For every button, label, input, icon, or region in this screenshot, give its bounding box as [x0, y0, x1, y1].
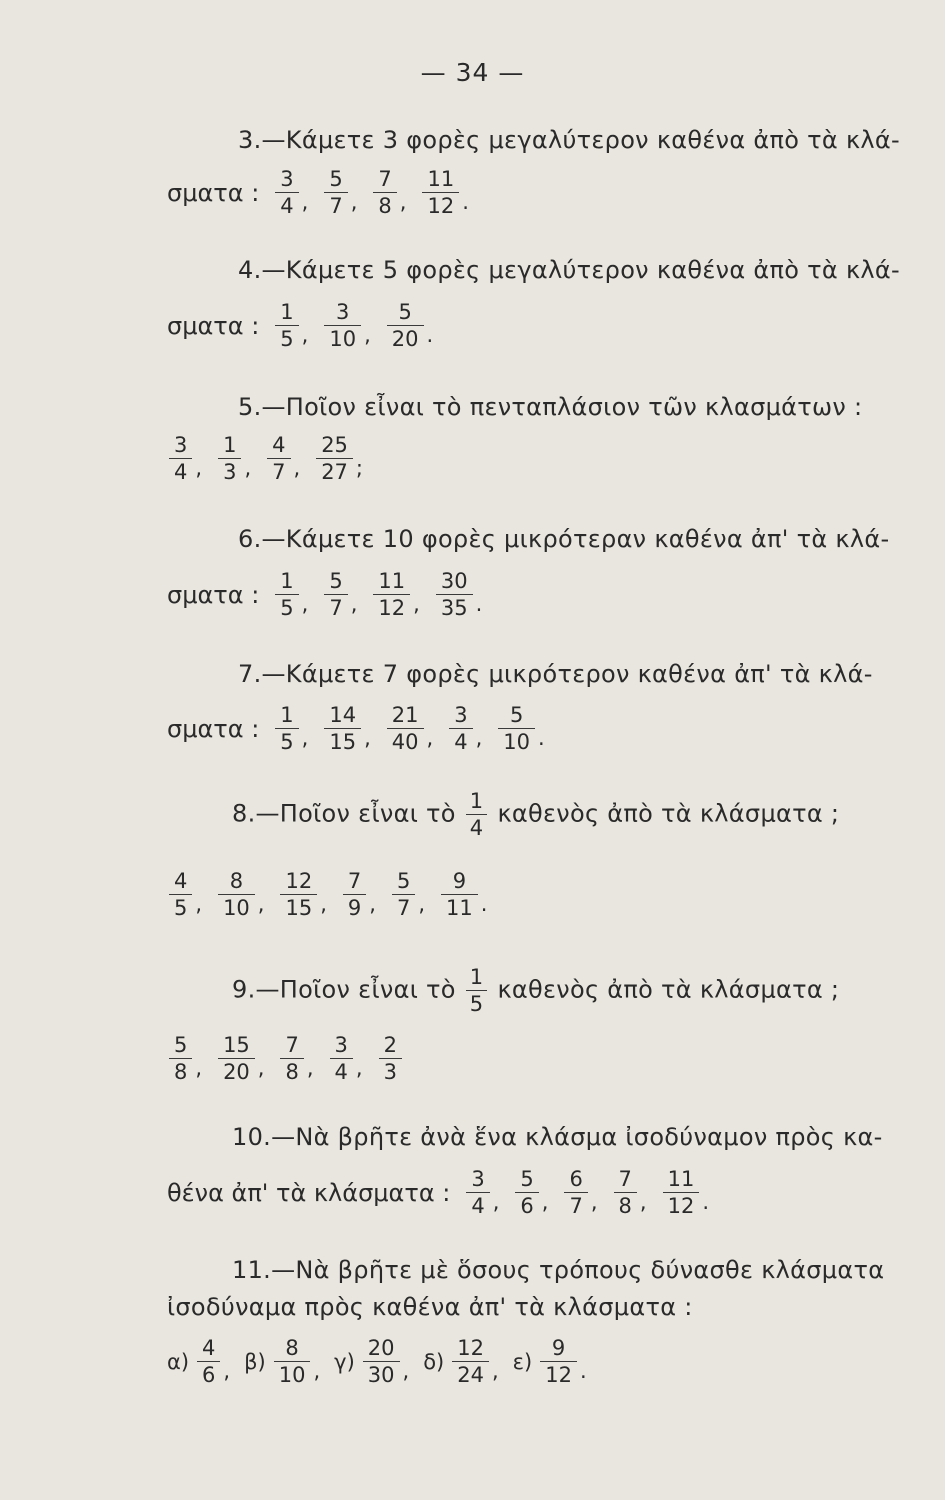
fraction	[387, 301, 424, 350]
numerator: 1	[280, 569, 294, 593]
separator: ,	[639, 1189, 647, 1214]
fraction	[540, 1337, 577, 1386]
denominator: 30	[363, 1361, 400, 1386]
denominator: 7	[324, 594, 347, 619]
fraction	[343, 870, 366, 919]
fraction	[373, 168, 396, 217]
exercise-5-fractions	[167, 434, 377, 483]
fraction	[324, 570, 347, 619]
numerator: 14	[329, 703, 357, 727]
fraction	[218, 870, 255, 919]
numerator: 8	[285, 1336, 299, 1360]
exercise-6-fractions	[167, 570, 496, 619]
numerator: 4	[202, 1336, 216, 1360]
separator: .	[426, 322, 434, 347]
denominator: 5	[466, 990, 488, 1015]
denominator: 40	[387, 728, 424, 753]
separator: .	[702, 1189, 710, 1214]
separator: ,	[313, 1358, 321, 1383]
numerator: 1	[280, 300, 294, 324]
question-suffix: καθενὸς ἀπὸ τὰ κλάσματα ;	[497, 799, 840, 828]
numerator: 1	[280, 703, 294, 727]
separator: ,	[402, 1358, 410, 1383]
page-number: — 34 —	[420, 58, 525, 87]
numerator: 5	[329, 569, 343, 593]
fraction	[379, 1034, 402, 1083]
separator: ,	[492, 1189, 500, 1214]
denominator: 35	[436, 594, 473, 619]
separator: ,	[364, 725, 371, 750]
numerator: 5	[174, 1033, 188, 1057]
numerator: 3	[471, 1167, 485, 1191]
fraction	[218, 434, 241, 483]
fraction	[324, 168, 347, 217]
exercise-4-fractions	[167, 301, 447, 350]
fraction	[392, 870, 415, 919]
exercise-11-text-line2: ἰσοδύναμα πρὸς καθένα ἀπ' τὰ κλάσματα :	[167, 1293, 693, 1321]
denominator: 6	[515, 1192, 538, 1217]
separator: ,	[418, 891, 426, 916]
numerator: 12	[457, 1336, 484, 1360]
exercise-7-text: 7.—Κάμετε 7 φορὲς μικρότερον καθένα ἀπ' τὰ κλά-	[238, 660, 873, 688]
exercise-10-fractions	[167, 1168, 723, 1217]
question-prefix: 8.—Ποῖον εἶναι τὸ	[232, 799, 456, 828]
denominator: 4	[330, 1058, 353, 1083]
separator: ,	[257, 891, 265, 916]
separator: ,	[350, 189, 358, 214]
numerator: 1	[469, 789, 484, 813]
denominator: 20	[218, 1058, 255, 1083]
separator: ,	[306, 1055, 314, 1080]
row-label: σματα :	[167, 311, 260, 340]
exercise-8-text	[232, 790, 839, 839]
denominator: 12	[540, 1361, 577, 1386]
numerator: 9	[551, 1336, 566, 1360]
denominator: 3	[218, 458, 241, 483]
row-label: σματα :	[167, 580, 260, 609]
numerator: 6	[569, 1167, 583, 1191]
exercise-11-options	[167, 1337, 601, 1386]
separator: ,	[369, 891, 376, 916]
option-label: ε)	[512, 1349, 533, 1374]
exercise-11-text-line1: 11.—Νὰ βρῆτε μὲ ὅσους τρόπους δύνασθε κλάσματα	[232, 1256, 885, 1284]
numerator: 1	[469, 965, 484, 989]
fraction	[614, 1168, 637, 1217]
fraction	[218, 1034, 255, 1083]
denominator: 6	[197, 1361, 220, 1386]
denominator: 3	[379, 1058, 402, 1083]
exercise-10-text: 10.—Νὰ βρῆτε ἀνὰ ἕνα κλάσμα ἰσοδύναμον πρὸς κα-	[232, 1123, 883, 1151]
row-label: σματα :	[167, 714, 260, 743]
fraction	[275, 570, 298, 619]
numerator: 30	[440, 569, 468, 593]
numerator: 7	[347, 869, 362, 893]
exercise-6-text: 6.—Κάμετε 10 φορὲς μικρότεραν καθένα ἀπ' τὰ κλά-	[238, 525, 890, 553]
numerator: 2	[383, 1033, 397, 1057]
separator: ,	[293, 455, 301, 480]
option-label: δ)	[423, 1349, 445, 1374]
separator: ,	[355, 1055, 363, 1080]
separator: ,	[364, 322, 371, 347]
numerator: 7	[285, 1033, 299, 1057]
fraction	[387, 704, 424, 753]
denominator: 4	[169, 458, 192, 483]
denominator: 5	[275, 594, 298, 619]
numerator: 8	[229, 869, 244, 893]
fraction	[280, 870, 317, 919]
exercise-9-text	[232, 966, 839, 1015]
numerator: 11	[667, 1167, 695, 1191]
denominator: 27	[316, 458, 353, 483]
row-label: σματα :	[167, 178, 260, 207]
denominator: 24	[452, 1361, 489, 1386]
denominator: 20	[387, 325, 424, 350]
numerator: 20	[367, 1336, 395, 1360]
numerator: 11	[427, 167, 455, 191]
fraction	[275, 168, 298, 217]
denominator: 15	[280, 894, 317, 919]
numerator: 11	[378, 569, 406, 593]
numerator: 9	[452, 869, 467, 893]
separator: ,	[320, 891, 327, 916]
fraction	[422, 168, 459, 217]
numerator: 5	[398, 300, 412, 324]
denominator: 4	[466, 814, 488, 839]
denominator: 10	[324, 325, 361, 350]
denominator: 8	[169, 1058, 192, 1083]
fraction	[363, 1337, 400, 1386]
numerator: 3	[334, 1033, 348, 1057]
separator: ,	[195, 1055, 203, 1080]
denominator: 4	[466, 1192, 489, 1217]
numerator: 7	[378, 167, 392, 191]
separator: .	[538, 725, 545, 750]
exercise-9-fractions	[167, 1034, 419, 1083]
numerator: 5	[520, 1167, 534, 1191]
fraction	[324, 704, 361, 753]
separator: ,	[301, 591, 309, 616]
fraction	[441, 870, 478, 919]
denominator: 7	[324, 192, 347, 217]
numerator: 12	[285, 869, 313, 893]
denominator: 10	[498, 728, 535, 753]
fraction	[330, 1034, 353, 1083]
fraction	[316, 434, 353, 483]
fraction	[498, 704, 535, 753]
denominator: 5	[275, 325, 298, 350]
denominator: 7	[392, 894, 415, 919]
option-label: β)	[244, 1349, 266, 1374]
exercise-4-text: 4.—Κάμετε 5 φορὲς μεγαλύτερον καθένα ἀπὸ τὰ κλά-	[238, 256, 901, 284]
inline-fraction	[466, 790, 488, 839]
denominator: 12	[373, 594, 410, 619]
denominator: 10	[218, 894, 255, 919]
fraction	[564, 1168, 587, 1217]
separator: .	[480, 891, 488, 916]
fraction	[169, 870, 192, 919]
denominator: 9	[343, 894, 366, 919]
row-label: θένα ἀπ' τὰ κλάσματα :	[167, 1178, 451, 1207]
separator: ,	[195, 455, 203, 480]
fraction	[280, 1034, 303, 1083]
separator: ,	[541, 1189, 549, 1214]
fraction	[169, 1034, 192, 1083]
fraction	[663, 1168, 700, 1217]
numerator: 3	[174, 433, 188, 457]
numerator: 3	[454, 703, 468, 727]
separator: ,	[475, 725, 483, 750]
exercise-3-fractions	[167, 168, 483, 217]
numerator: 21	[391, 703, 419, 727]
numerator: 4	[272, 433, 286, 457]
exercise-3-text: 3.—Κάμετε 3 φορὲς μεγαλύτερον καθένα ἀπὸ τὰ κλά-	[238, 126, 901, 154]
separator: ,	[350, 591, 358, 616]
question-prefix: 9.—Ποῖον εἶναι τὸ	[232, 975, 456, 1004]
denominator: 4	[275, 192, 298, 217]
numerator: 3	[280, 167, 294, 191]
numerator: 1	[223, 433, 237, 457]
fraction	[267, 434, 290, 483]
separator: ,	[491, 1358, 499, 1383]
numerator: 4	[174, 869, 188, 893]
option-label: α)	[167, 1349, 190, 1374]
fraction	[373, 570, 410, 619]
numerator: 25	[321, 433, 348, 457]
separator: ,	[223, 1358, 231, 1383]
numerator: 5	[396, 869, 411, 893]
fraction	[169, 434, 192, 483]
fraction	[197, 1337, 220, 1386]
numerator: 15	[223, 1033, 250, 1057]
denominator: 4	[449, 728, 472, 753]
fraction	[436, 570, 473, 619]
denominator: 15	[324, 728, 361, 753]
denominator: 8	[280, 1058, 303, 1083]
denominator: 7	[267, 458, 290, 483]
separator: ,	[301, 725, 309, 750]
fraction	[275, 704, 298, 753]
denominator: 11	[441, 894, 478, 919]
denominator: 7	[564, 1192, 587, 1217]
denominator: 12	[422, 192, 459, 217]
denominator: 8	[373, 192, 396, 217]
separator: .	[579, 1358, 587, 1383]
denominator: 12	[663, 1192, 700, 1217]
separator: .	[475, 591, 483, 616]
separator: ,	[244, 455, 252, 480]
numerator: 3	[336, 300, 350, 324]
exercise-8-fractions	[167, 870, 501, 919]
fraction	[274, 1337, 311, 1386]
separator: ,	[301, 322, 309, 347]
separator: ,	[399, 189, 407, 214]
denominator: 5	[275, 728, 298, 753]
numerator: 5	[329, 167, 343, 191]
numerator: 5	[509, 703, 524, 727]
denominator: 8	[614, 1192, 637, 1217]
separator: ,	[426, 725, 434, 750]
separator: ,	[257, 1055, 265, 1080]
question-suffix: καθενὸς ἀπὸ τὰ κλάσματα ;	[497, 975, 840, 1004]
separator: ,	[195, 891, 203, 916]
separator: ,	[413, 591, 420, 616]
fraction	[466, 1168, 489, 1217]
separator: ,	[590, 1189, 598, 1214]
option-label: γ)	[334, 1349, 355, 1374]
separator: ;	[355, 455, 363, 480]
fraction	[275, 301, 298, 350]
numerator: 7	[618, 1167, 632, 1191]
separator: ,	[301, 189, 309, 214]
denominator: 10	[274, 1361, 311, 1386]
fraction	[452, 1337, 489, 1386]
denominator: 5	[169, 894, 192, 919]
inline-fraction	[466, 966, 488, 1015]
fraction	[449, 704, 472, 753]
exercise-5-text: 5.—Ποῖον εἶναι τὸ πενταπλάσιον τῶν κλασμάτων :	[238, 393, 863, 421]
fraction	[324, 301, 361, 350]
fraction	[515, 1168, 538, 1217]
separator: .	[462, 189, 469, 214]
exercise-7-fractions	[167, 704, 559, 753]
